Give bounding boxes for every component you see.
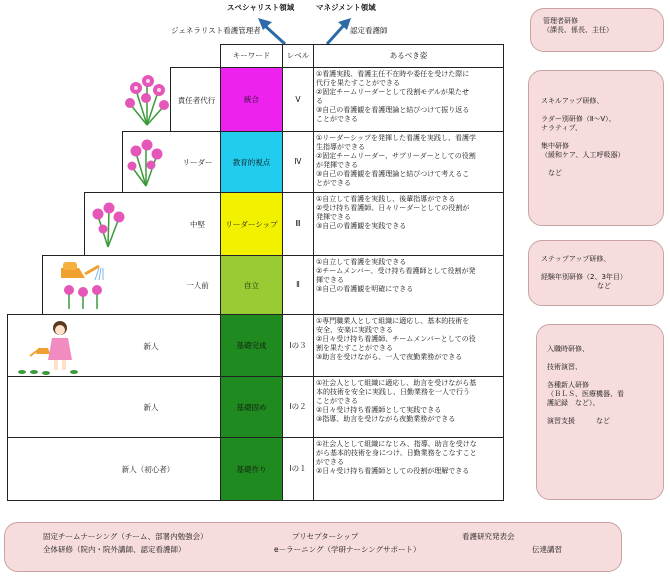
watering-can-icon xyxy=(55,258,113,310)
level-text: Ⅱ xyxy=(296,280,300,289)
level-text: Ⅴ xyxy=(295,94,301,104)
bottom-item: プリセプターシップ xyxy=(292,532,359,541)
bottom-item: 全体研修（院内・院外講師、認定看護師） xyxy=(43,545,186,554)
header-ideal: あるべき姿 xyxy=(313,44,504,68)
ideal-text: ①専門職業人として組織に適応し、基本的技術を 安全、安楽に実践できる ②日々受け持ち看護師、チームメンバーとしての役 割を果たすことができる ③助言を受けながら、一人で夜勤業務ができる xyxy=(316,317,476,361)
row-label: 新人（初心者） xyxy=(121,465,175,474)
header-keyword: キーワード xyxy=(220,44,283,68)
flower-bouquet-icon xyxy=(124,70,170,126)
side-box-text: スキルアップ研修、 ラダー別研修（Ⅱ～Ⅴ）、 ナラティブ、 集中研修 （緩和ケア、人工呼吸器） など xyxy=(541,97,625,177)
specialist-label: スペシャリスト領域 xyxy=(227,3,295,12)
ideal-text: ①社会人として組織に適応し、助言を受けながら基 本的技術を安全に実践し、日勤業務を一人で行う ことができる ②日々受け持ち看護師として実践できる ③指導、助言を受けながら夜勤業務ができる xyxy=(316,379,477,423)
ideal-cell xyxy=(313,67,504,132)
level-cell xyxy=(282,376,314,438)
row-label: 中堅 xyxy=(190,220,205,229)
keyword-text: 自立 xyxy=(244,280,259,290)
bottom-item: e－ラーニング（学研ナーシングサポート） xyxy=(274,545,421,554)
bottom-item: 伝達講習 xyxy=(532,545,562,554)
keyword-text: 基礎固め xyxy=(236,402,267,412)
ideal-cell xyxy=(313,255,504,315)
row-label: 一人前 xyxy=(186,281,209,290)
ideal-text: ①看護実践、看護主任不在時や委任を受けた際に 代行を果たすことができる ②固定チームリーダーとして役割モデルが果たせ る ③自己の看護観を看護理論と結びつけて振り返る ことができる xyxy=(316,70,470,123)
management-label: マネジメント領域 xyxy=(316,3,376,12)
keyword-cell xyxy=(220,67,283,132)
keyword-text: 基礎完成 xyxy=(236,341,267,350)
side-box-stepup xyxy=(528,240,664,306)
row-label-cell xyxy=(7,437,221,501)
generalist-label: ジェネラリスト看護管理者 xyxy=(171,26,261,35)
ideal-cell xyxy=(313,192,504,256)
ideal-cell xyxy=(313,437,504,501)
ideal-text: ①社会人として組織になじみ、指導、助言を受けな がら基本的技術を身につけ、日勤業務をこなすこと ができる ②日々受け持ち看護師としての役割が理解できる xyxy=(316,440,477,475)
ideal-text: ①リーダーシップを発揮した看護を実践し、看護学 生指導ができる ②固定チームリーダー、サブリーダーとしての役割 が発揮できる ③自己の看護観を看護理論と結びつけて考えるこ とができる xyxy=(316,134,476,187)
keyword-cell xyxy=(220,376,283,438)
flower-bouquet-icon xyxy=(126,135,166,187)
ideal-cell xyxy=(313,376,504,438)
direction-arrows xyxy=(255,14,375,48)
row-label: 責任者代行 xyxy=(177,96,216,105)
flower-bouquet-icon xyxy=(88,196,128,248)
header-level: レベル xyxy=(282,44,314,68)
level-text: Ⅰの２ xyxy=(289,402,307,411)
keyword-text: リーダーシップ xyxy=(225,219,278,229)
row-label: リーダー xyxy=(182,158,213,167)
keyword-cell xyxy=(220,131,283,193)
certified-label: 認定看護師 xyxy=(350,26,388,35)
keyword-cell xyxy=(220,437,283,501)
bottom-item: 看護研究発表会 xyxy=(462,532,515,541)
level-cell xyxy=(282,131,314,193)
bottom-item: 固定チームナーシング（チーム、部署内勉強会） xyxy=(43,532,208,541)
side-box-newcomer xyxy=(536,324,664,500)
ideal-cell xyxy=(313,314,504,377)
level-cell xyxy=(282,314,314,377)
side-box-skillup xyxy=(528,70,664,226)
ideal-text: ①自立して看護を実践できる ②チームメンバー、受け持ち看護師として役割が発 揮できる ③自己の看護観を明確にできる xyxy=(316,258,476,293)
keyword-text: 基礎作り xyxy=(236,464,267,474)
side-box-text: 管理者研修 （課長、係長、主任） xyxy=(543,17,613,34)
nurse-watering-icon xyxy=(14,318,86,376)
level-text: Ⅲ xyxy=(295,219,301,228)
side-box-text: ステップアップ研修、 経験年別研修（2、3年目） など xyxy=(541,255,627,290)
arrow-up-right-icon xyxy=(327,18,351,44)
level-text: Ⅰの１ xyxy=(289,464,307,473)
level-text: Ⅰの３ xyxy=(289,340,307,350)
row-label: 新人 xyxy=(143,403,159,412)
level-cell xyxy=(282,192,314,256)
bottom-training-box xyxy=(4,522,622,572)
keyword-text: 教育的視点 xyxy=(232,157,271,167)
keyword-cell xyxy=(220,255,283,315)
keyword-cell xyxy=(220,192,283,256)
row-label: 新人 xyxy=(143,342,159,351)
keyword-cell xyxy=(220,314,283,377)
level-cell xyxy=(282,255,314,315)
level-cell xyxy=(282,437,314,501)
side-box-manager xyxy=(530,8,664,52)
row-label-cell xyxy=(170,67,221,132)
side-box-text: 入職時研修、 技術演習、 各種新人研修 （ＢＬＳ、医療機器、看 護記録 など）、 演習支援 など xyxy=(547,345,624,425)
level-text: Ⅳ xyxy=(294,157,302,166)
level-cell xyxy=(282,67,314,132)
arrow-up-left-icon xyxy=(258,18,285,44)
ideal-cell xyxy=(313,131,504,193)
ideal-text: ①自立して看護を実践し、後輩指導ができる ②受け持ち看護師、日々リーダーとしての役割が 発揮できる ③自己の看護観を実践できる xyxy=(316,195,470,230)
keyword-text: 統合 xyxy=(244,95,259,104)
row-label-cell xyxy=(7,376,221,438)
